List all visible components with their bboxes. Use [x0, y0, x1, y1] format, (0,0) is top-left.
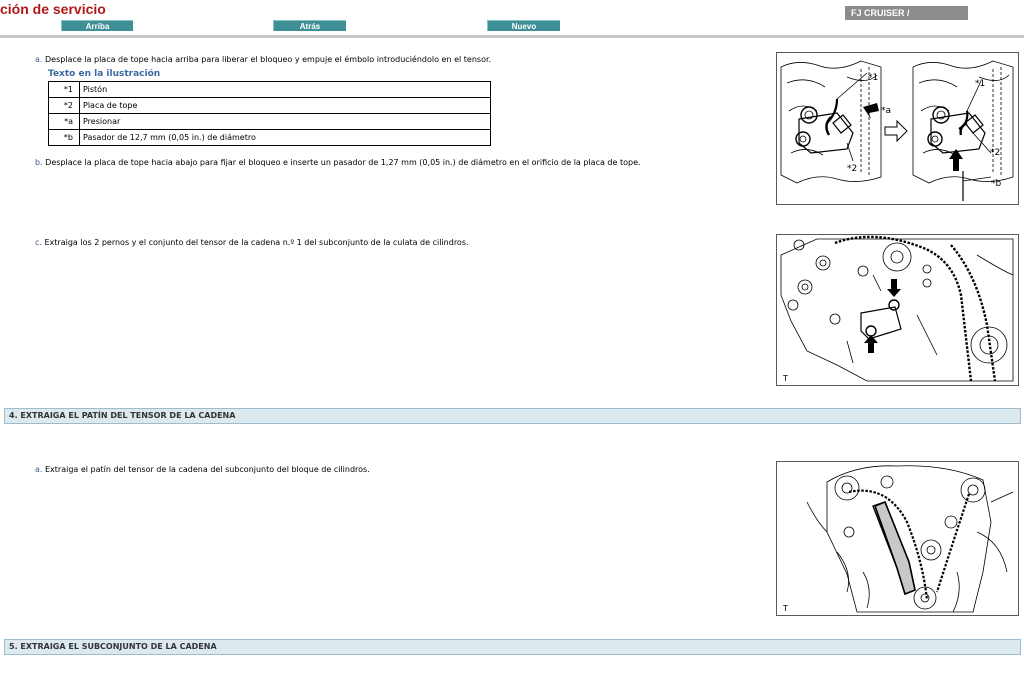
step-a-remove-slipper: [35, 464, 755, 475]
up-button[interactable]: Arriba: [61, 20, 133, 31]
step-letter: b.: [35, 158, 43, 167]
tensor-lock-illustration: [776, 52, 1019, 205]
step-text: Desplace la placa de tope hacia abajo para fijar el bloqueo e inserte un pasador de 1,27 mm (0,05 in.) de diámetro en el orificio de la placa de tope.: [45, 158, 641, 167]
section-header-5: 5. EXTRAIGA EL SUBCONJUNTO DE LA CADENA: [4, 639, 1021, 655]
step-text: Desplace la placa de tope hacia arriba para liberar el bloqueo y empuje el émbolo introduciéndolo en el tensor.: [45, 55, 492, 64]
slipper-removal-illustration: [776, 461, 1019, 616]
legend-key: *b: [49, 130, 80, 146]
illustration-legend-table: [48, 81, 491, 146]
legend-key: *a: [49, 114, 80, 130]
tensor-removal-illustration: [776, 234, 1019, 386]
step-letter: a.: [35, 55, 43, 64]
legend-value: Pistón: [80, 82, 491, 98]
legend-key: *1: [49, 82, 80, 98]
figure-label: T: [783, 374, 788, 383]
step-letter: a.: [35, 465, 43, 474]
new-button[interactable]: Nuevo: [487, 20, 560, 31]
callout-label: *2: [847, 164, 858, 174]
figure-label: T: [783, 604, 788, 613]
callout-label: *b: [991, 179, 1002, 189]
table-row: [49, 114, 491, 130]
step-a-release-lock: [35, 54, 755, 65]
step-letter: c.: [35, 238, 42, 247]
illustration-text-title: Texto en la ilustración: [48, 69, 161, 79]
legend-value: Placa de tope: [80, 98, 491, 114]
slipper-removal-drawing: [777, 462, 1018, 615]
tensor-lock-drawing: [777, 53, 1018, 204]
legend-value: Pasador de 12,7 mm (0,05 in.) de diámetro: [80, 130, 491, 146]
callout-label: *1: [975, 79, 986, 89]
legend-key: *2: [49, 98, 80, 114]
header-divider: [0, 35, 1024, 38]
callout-label: *2: [990, 148, 1001, 158]
step-c-remove-tensor: [35, 237, 755, 248]
table-row: [49, 82, 491, 98]
step-text: Extraiga el patín del tensor de la cadena del subconjunto del bloque de cilindros.: [45, 465, 370, 474]
back-button[interactable]: Atrás: [273, 20, 346, 31]
tensor-removal-drawing: [777, 235, 1018, 385]
legend-value: Presionar: [80, 114, 491, 130]
step-b-insert-pin: [35, 157, 755, 168]
section-header-4: 4. EXTRAIGA EL PATÍN DEL TENSOR DE LA CADENA: [4, 408, 1021, 424]
vehicle-model-label: FJ CRUISER /: [845, 6, 968, 20]
table-row: [49, 98, 491, 114]
step-text: Extraiga los 2 pernos y el conjunto del tensor de la cadena n.º 1 del subconjunto de la culata de cilindros.: [44, 238, 469, 247]
page-title: ción de servicio: [0, 1, 106, 17]
callout-label: *1: [868, 73, 879, 83]
callout-label: *a: [881, 106, 892, 116]
table-row: [49, 130, 491, 146]
